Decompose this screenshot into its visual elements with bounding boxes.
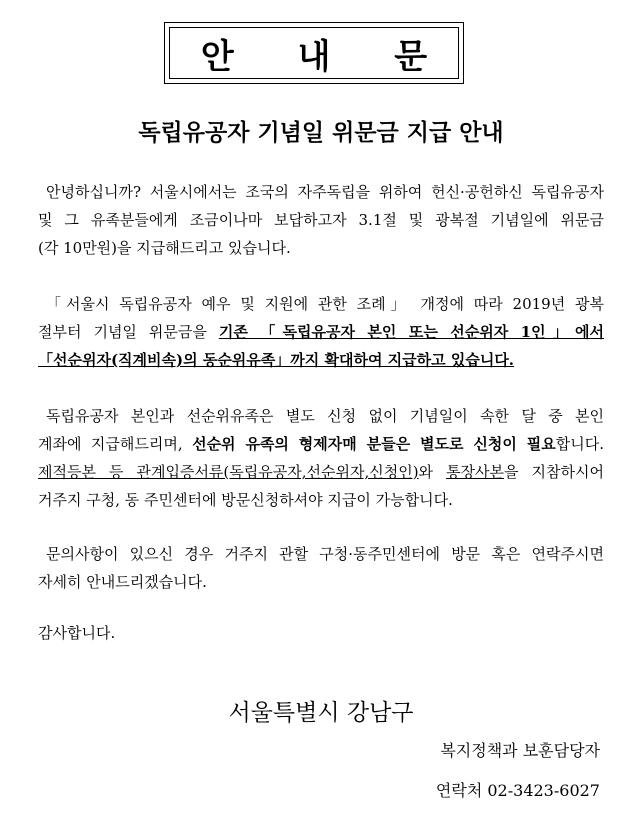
payment-line-2-end: 합니다. <box>555 435 604 453</box>
payment-line-2-text: 계좌에 지급해드리며, <box>38 435 193 453</box>
inquiry-line-1: 문의사항이 있으신 경우 거주지 관할 구청·동주민센터에 방문 혹은 연락주시면 <box>46 545 604 563</box>
payment-line-3-end: 을 지참하시어 <box>504 463 604 481</box>
payment-line-3-and: 와 <box>418 463 447 481</box>
ordinance-line-3: 「선순위자(직계비속)의 동순위유족」까지 확대하여 지급하고 있습니다. <box>38 351 515 369</box>
payment-line-1: 독립유공자 본인과 선순위유족은 별도 신청 없이 기념일이 속한 달 중 본인 <box>46 407 604 425</box>
ordinance-line-2-emphasis: 기존 「독립유공자 본인 또는 선순위자 1인」에서 <box>218 323 604 341</box>
contact-number: 연락처 02-3423-6027 <box>435 781 600 800</box>
ordinance-line-1: 「서울시 독립유공자 예우 및 지원에 관한 조례」 개정에 따라 2019년 광복 <box>46 295 604 313</box>
paragraph-payment <box>38 402 604 514</box>
ordinance-line-2-text: 절부터 기념일 위문금을 <box>38 323 219 341</box>
intro-line-1: 안녕하십니까? 서울시에서는 조국의 자주독립을 위하여 헌신·공헌하신 독립유공자 <box>46 183 604 201</box>
organization-name: 서울특별시 강남구 <box>228 700 414 726</box>
notice-title: 안 내 문 <box>200 36 454 77</box>
document-title: 독립유공자 기념일 위문금 지급 안내 <box>138 119 504 146</box>
paragraph-ordinance <box>38 290 604 374</box>
inquiry-line-2: 자세히 안내드리겠습니다. <box>38 573 207 591</box>
payment-line-3-bankbook: 통장사본 <box>446 463 505 481</box>
intro-line-2: 및 그 유족분들에게 조금이나마 보답하고자 3.1절 및 광복절 기념일에 위문금 <box>38 211 604 229</box>
signoff-text: 감사합니다. <box>38 624 116 642</box>
notice-header-box <box>164 22 464 84</box>
payment-line-4: 거주지 구청, 동 주민센터에 방문신청하셔야 지급이 가능합니다. <box>38 491 453 509</box>
paragraph-inquiry <box>38 540 604 596</box>
intro-line-3: (각 10만원)을 지급해드리고 있습니다. <box>38 239 291 257</box>
payment-line-2 <box>38 430 604 458</box>
payment-line-3-documents: 제적등본 등 관계입증서류(독립유공자,선순위자,신청인) <box>38 463 419 481</box>
payment-line-2-emphasis: 선순위 유족의 형제자매 분들은 별도로 신청이 필요 <box>192 435 556 453</box>
notice-header-inner-box <box>169 27 459 79</box>
ordinance-line-2 <box>38 318 604 346</box>
department-name: 복지정책과 보훈담당자 <box>440 741 600 760</box>
payment-line-3 <box>38 458 604 486</box>
paragraph-intro <box>38 178 604 262</box>
